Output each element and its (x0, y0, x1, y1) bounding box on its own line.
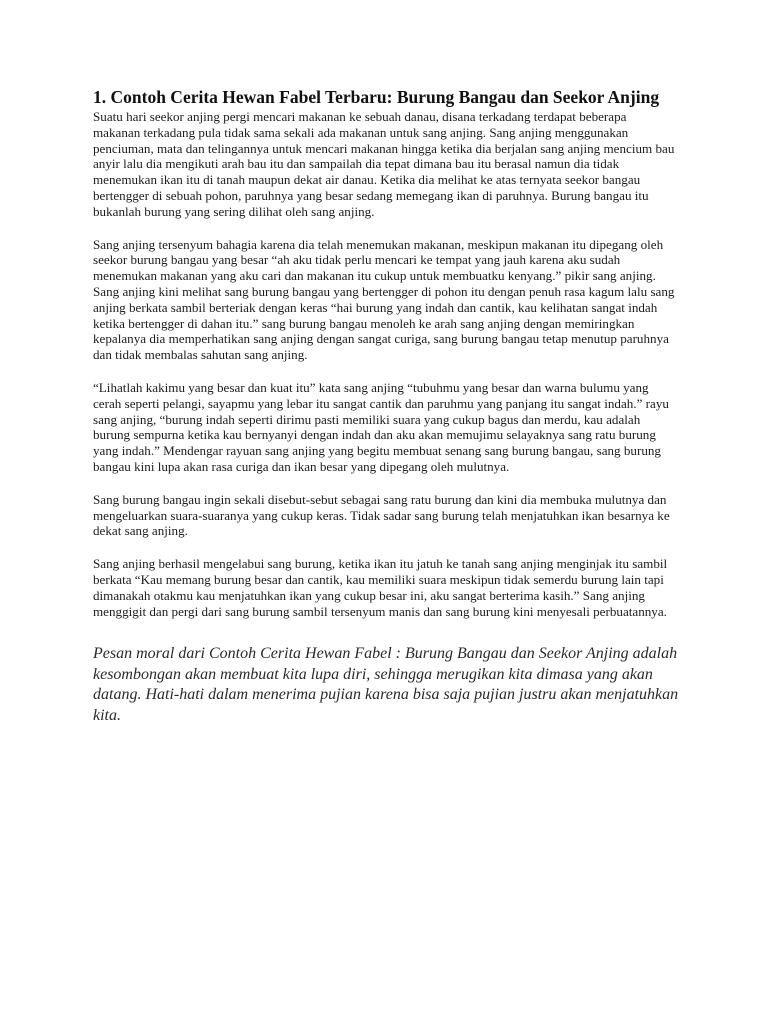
paragraph-2: Sang anjing tersenyum bahagia karena dia telah menemukan makanan, meskipun makanan itu dipegang oleh seekor burung bangau yang besar “ah aku tidak perlu mencari ke tempat yang jauh karena aku sudah menemukan makanan yang aku cari dan makanan itu cukup untuk membuatku kenyang.” pikir sang anjing. Sang anjing kini melihat sang burung bangau yang bertengger di pohon itu dengan penuh rasa kagum lalu sang anjing berkata sambil berteriak dengan keras “hai burung yang indah dan cantik, kau kelihatan sangat indah ketika bertengger di dahan itu.” sang burung bangau menoleh ke arah sang anjing dengan memiringkan kepalanya dia memperhatikan sang anjing dengan sangat curiga, sang burung bangau tetap menutup paruhnya dan tidak membalas sahutan sang anjing. (93, 236, 675, 363)
story-title: 1. Contoh Cerita Hewan Fabel Terbaru: Burung Bangau dan Seekor Anjing (93, 87, 660, 107)
document-page (93, 87, 679, 726)
paragraph-4: Sang burung bangau ingin sekali disebut-sebut sebagai sang ratu burung dan kini dia membuka mulutnya dan mengeluarkan suara-suaranya yang cukup keras. Tidak sadar sang burung telah menjatuhkan ikan besarnya ke dekat sang anjing. (93, 491, 670, 539)
moral-message: Pesan moral dari Contoh Cerita Hewan Fabel : Burung Bangau dan Seekor Anjing adalah kesombongan akan membuat kita lupa diri, sehingga merugikan kita dimasa yang akan datang. Hati-hati dalam menerima pujian karena bisa saja pujian justru akan menjatuhkan kita. (93, 645, 679, 724)
paragraph-3: “Lihatlah kakimu yang besar dan kuat itu” kata sang anjing “tubuhmu yang besar dan warna bulumu yang cerah seperti pelangi, sayapmu yang lebar itu sangat cantik dan paruhmu yang panjang itu sangat indah.” rayu sang anjing, “burung indah seperti dirimu pasti memiliki suara yang cukup bagus dan merdu, kau adalah burung sempurna ketika kau bernyanyi dengan indah dan aku akan memujimu selayaknya sang ratu burung yang indah.” Mendengar rayuan sang anjing yang begitu membuat senang sang burung bangau, sang burung bangau kini lupa akan rasa curiga dan ikan besar yang dipegang oleh mulutnya. (93, 379, 669, 474)
paragraph-5: Sang anjing berhasil mengelabui sang burung, ketika ikan itu jatuh ke tanah sang anjing menginjak itu sambil berkata “Kau memang burung besar dan cantik, kau memiliki suara meskipun tidak semerdu burung lain tapi dimanakah otakmu kau menjatuhkan ikan yang cukup besar ini, aku sangat berterima kasih.” Sang anjing menggigit dan pergi dari sang burung sambil tersenyum manis dan sang burung kini menyesali perbuatannya. (93, 556, 668, 619)
paragraph-1: Suatu hari seekor anjing pergi mencari makanan ke sebuah danau, disana terkadang terdapat beberapa makanan terkadang pula tidak sama sekali ada makanan untuk sang anjing. Sang anjing menggunakan penciuman, mata dan telingannya untuk mencari makanan hingga ketika dia berjalan sang anjing mencium bau anyir lalu dia mengikuti arah bau itu dan sampailah dia tepat dimana bau itu berasal namun dia tidak menemukan ikan itu di tanah maupun dekat air danau. Ketika dia melihat ke atas ternyata seekor bangau bertengger di sebuah pohon, paruhnya yang besar sedang memegang ikan di paruhnya. Burung bangau itu bukanlah burung yang sering dilihat oleh sang anjing. (93, 109, 675, 219)
